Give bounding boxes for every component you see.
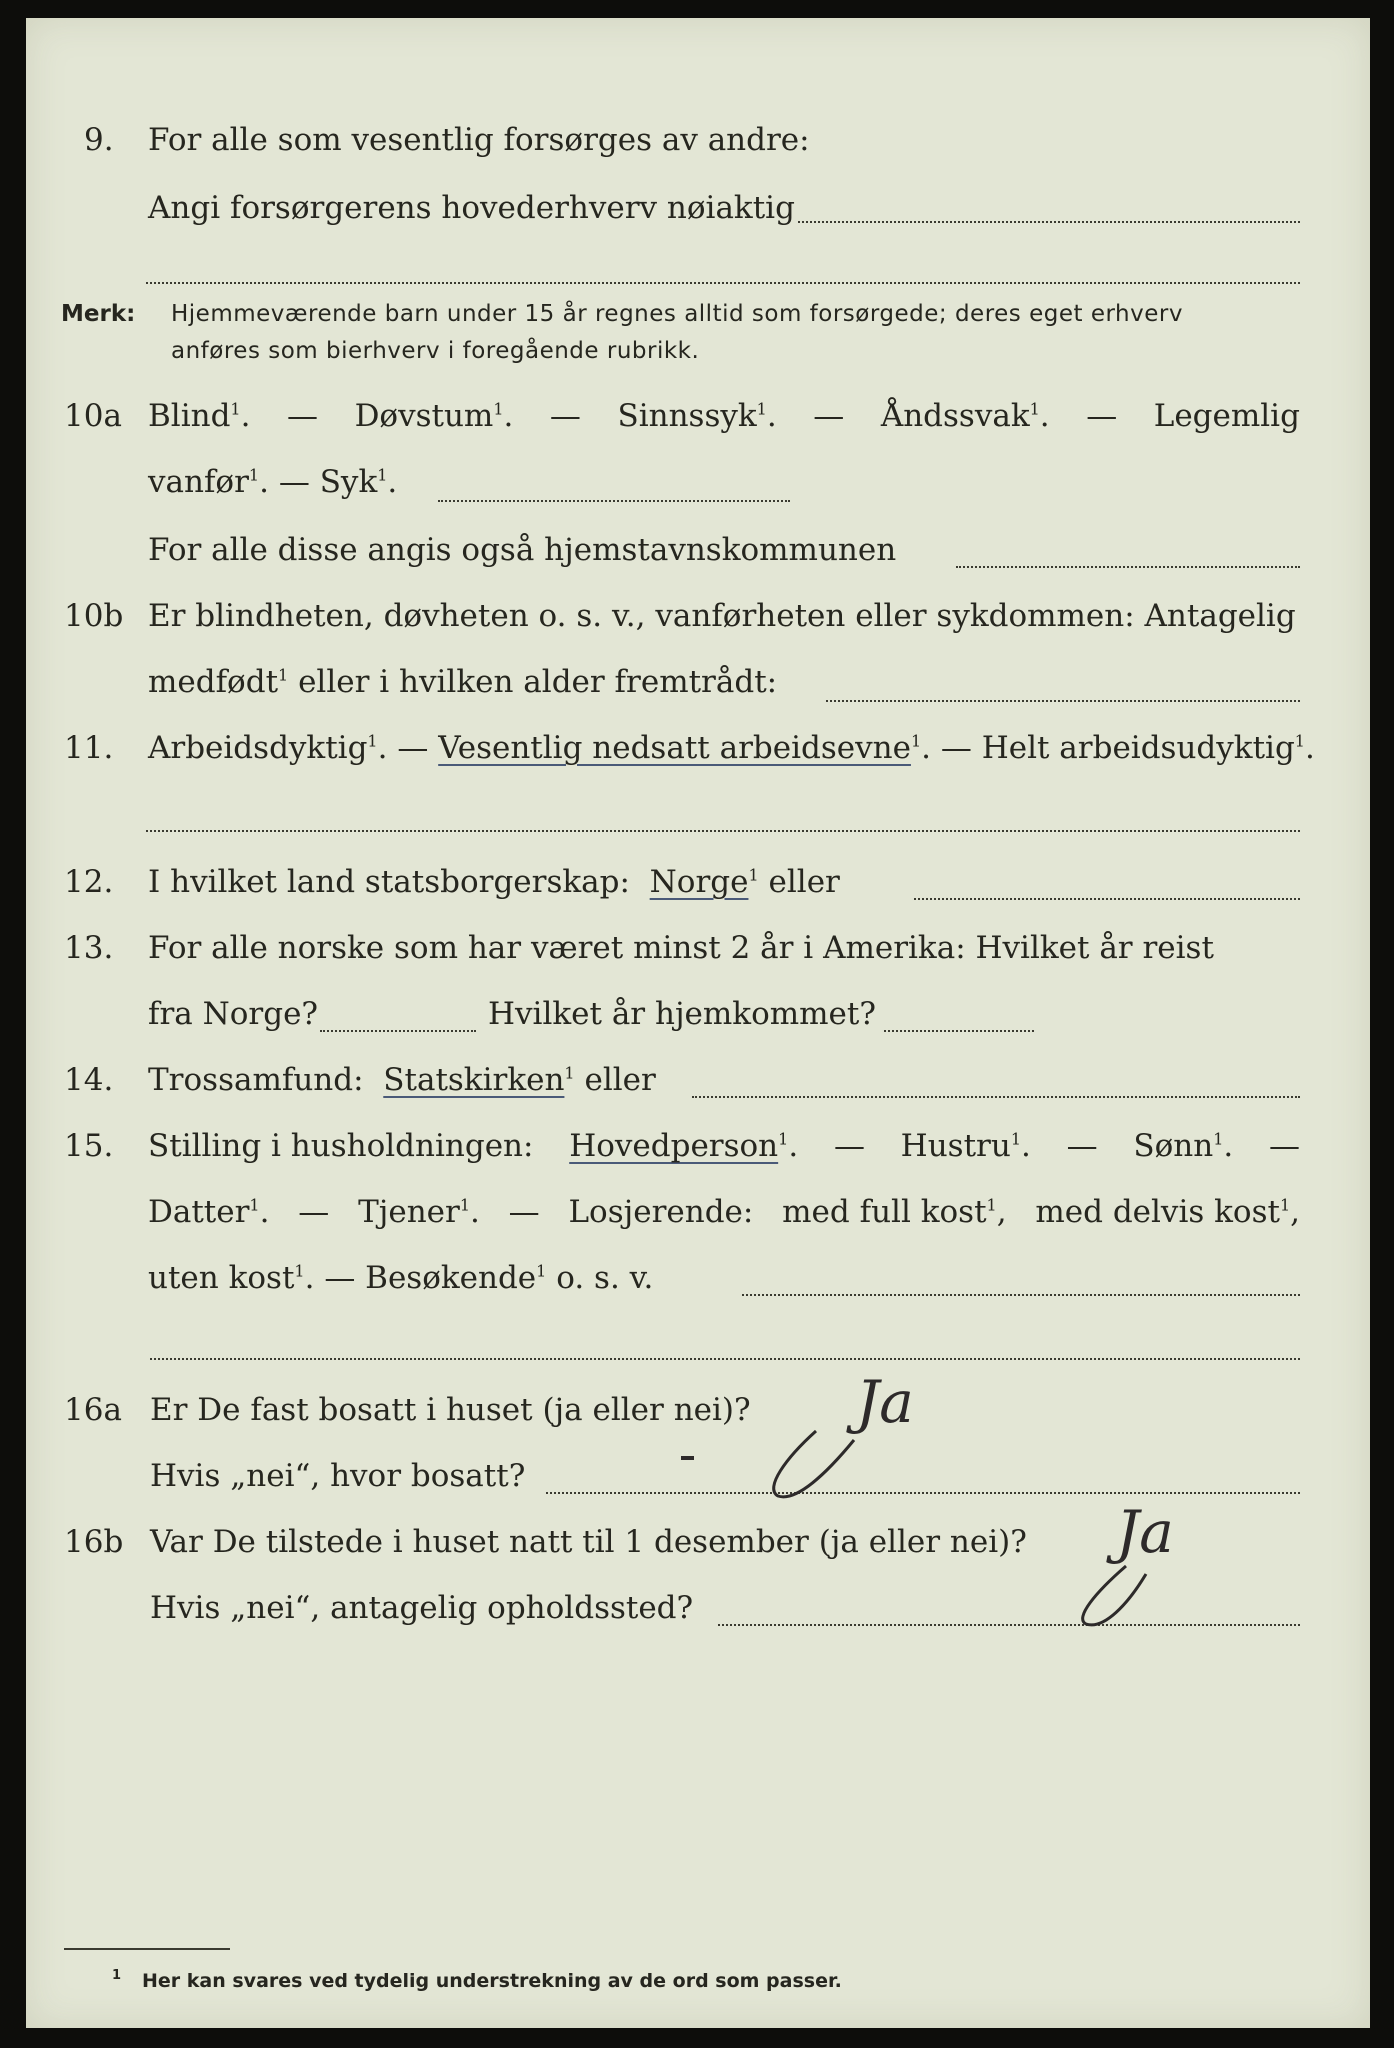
q16a-handwritten-answer: Ja — [856, 1368, 914, 1436]
q14-number: 14. — [64, 1062, 114, 1098]
q16a-line1: Er De fast bosatt i huset (ja eller nei)? — [150, 1392, 751, 1428]
q16a-line2: Hvis „nei“, hvor bosatt? — [150, 1458, 526, 1494]
q16b-handwritten-answer: Ja — [1116, 1498, 1174, 1566]
q10a-option: Legemlig — [1153, 398, 1300, 434]
q9-number: 9. — [84, 122, 114, 158]
q12-line: I hvilket land statsborgerskap: Norge$^1$ eller — [148, 864, 840, 900]
q12-option-selected: Norge — [649, 864, 749, 900]
q10a-option: Døvstum$^1$. — [354, 398, 514, 434]
q10a-line1: Blind$^1$. — Døvstum$^1$. — Sinnssyk$^1$. — Åndssvak$^1$. — Legemlig — [148, 398, 1300, 434]
q16b-number: 16b — [64, 1524, 124, 1560]
q10b-line2: medfødt$^1$ eller i hvilken alder fremtrådt: — [148, 664, 778, 700]
q14-line: Trossamfund: Statskirken$^1$ eller — [148, 1062, 656, 1098]
q10a-option: Blind$^1$. — [148, 398, 251, 434]
q10a-number: 10a — [64, 398, 122, 434]
footnote-text: Her kan svares ved tydelig understrekning av de ord som passer. — [142, 1970, 842, 1992]
q9-line2: Angi forsørgerens hovederhverv nøiaktig — [148, 190, 795, 226]
q11-option: Arbeidsdyktig$^1$. — [148, 730, 388, 766]
q10b-line1: Er blindheten, døvheten o. s. v., vanførheten eller sykdommen: Antagelig — [148, 598, 1296, 634]
q10a-option: Syk$^1$. — [319, 464, 398, 500]
q9-line1: For alle som vesentlig forsørges av andre: — [148, 122, 810, 158]
census-form-page — [26, 18, 1370, 2028]
q12-number: 12. — [64, 864, 114, 900]
q15-number: 15. — [64, 1128, 114, 1164]
q11-line: Arbeidsdyktig$^1$. — Vesentlig nedsatt arbeidsevne$^1$. — Helt arbeidsudyktig$^1$. — [148, 730, 1315, 766]
footnote-rule — [64, 1948, 230, 1950]
q13-label-return: Hvilket år hjemkommet? — [488, 996, 876, 1032]
q11-option-selected: Vesentlig nedsatt arbeidsevne — [438, 730, 911, 766]
merk-line2: anføres som bierhverv i foregående rubrikk. — [171, 338, 700, 364]
q13-label-departure: fra Norge? — [148, 996, 319, 1032]
q10a-option: vanfør$^1$. — [148, 464, 269, 500]
q16b-line2: Hvis „nei“, antagelig opholdssted? — [150, 1590, 694, 1626]
q15-line1: Stilling i husholdningen: Hovedperson$^1$. — Hustru$^1$. — Sønn$^1$. — — [148, 1128, 1300, 1164]
footnote-mark: 1 — [112, 1968, 122, 1983]
q16a-number: 16a — [64, 1392, 122, 1428]
q10b-number: 10b — [64, 598, 124, 634]
q14-option-selected: Statskirken — [383, 1062, 565, 1098]
q15-line2: Datter$^1$. — Tjener$^1$. — Losjerende: med full kost$^1$, med delvis kost$^1$, — [148, 1194, 1300, 1230]
merk-line1: Hjemmeværende barn under 15 år regnes alltid som forsørgede; deres eget erhverv — [171, 301, 1183, 327]
merk-label: Merk: — [61, 301, 136, 327]
q10a-line2: vanfør$^1$. — Syk$^1$. — [148, 464, 398, 500]
q11-option: Helt arbeidsudyktig$^1$. — [981, 730, 1315, 766]
q15-option-selected: Hovedperson — [569, 1128, 779, 1164]
q16b-line1: Var De tilstede i huset natt til 1 desember (ja eller nei)? — [150, 1524, 1027, 1560]
q13-line1: For alle norske som har været minst 2 år i Amerika: Hvilket år reist — [148, 930, 1214, 966]
q10a-line3: For alle disse angis også hjemstavnskommunen — [148, 532, 897, 568]
q11-number: 11. — [64, 730, 114, 766]
q15-line3: uten kost$^1$. — Besøkende$^1$ o. s. v. — [148, 1260, 654, 1296]
handwriting-strokes — [26, 18, 1370, 2028]
q10a-option: Åndssvak$^1$. — [880, 398, 1050, 434]
q10a-option: Sinnssyk$^1$. — [617, 398, 777, 434]
q13-number: 13. — [64, 930, 114, 966]
